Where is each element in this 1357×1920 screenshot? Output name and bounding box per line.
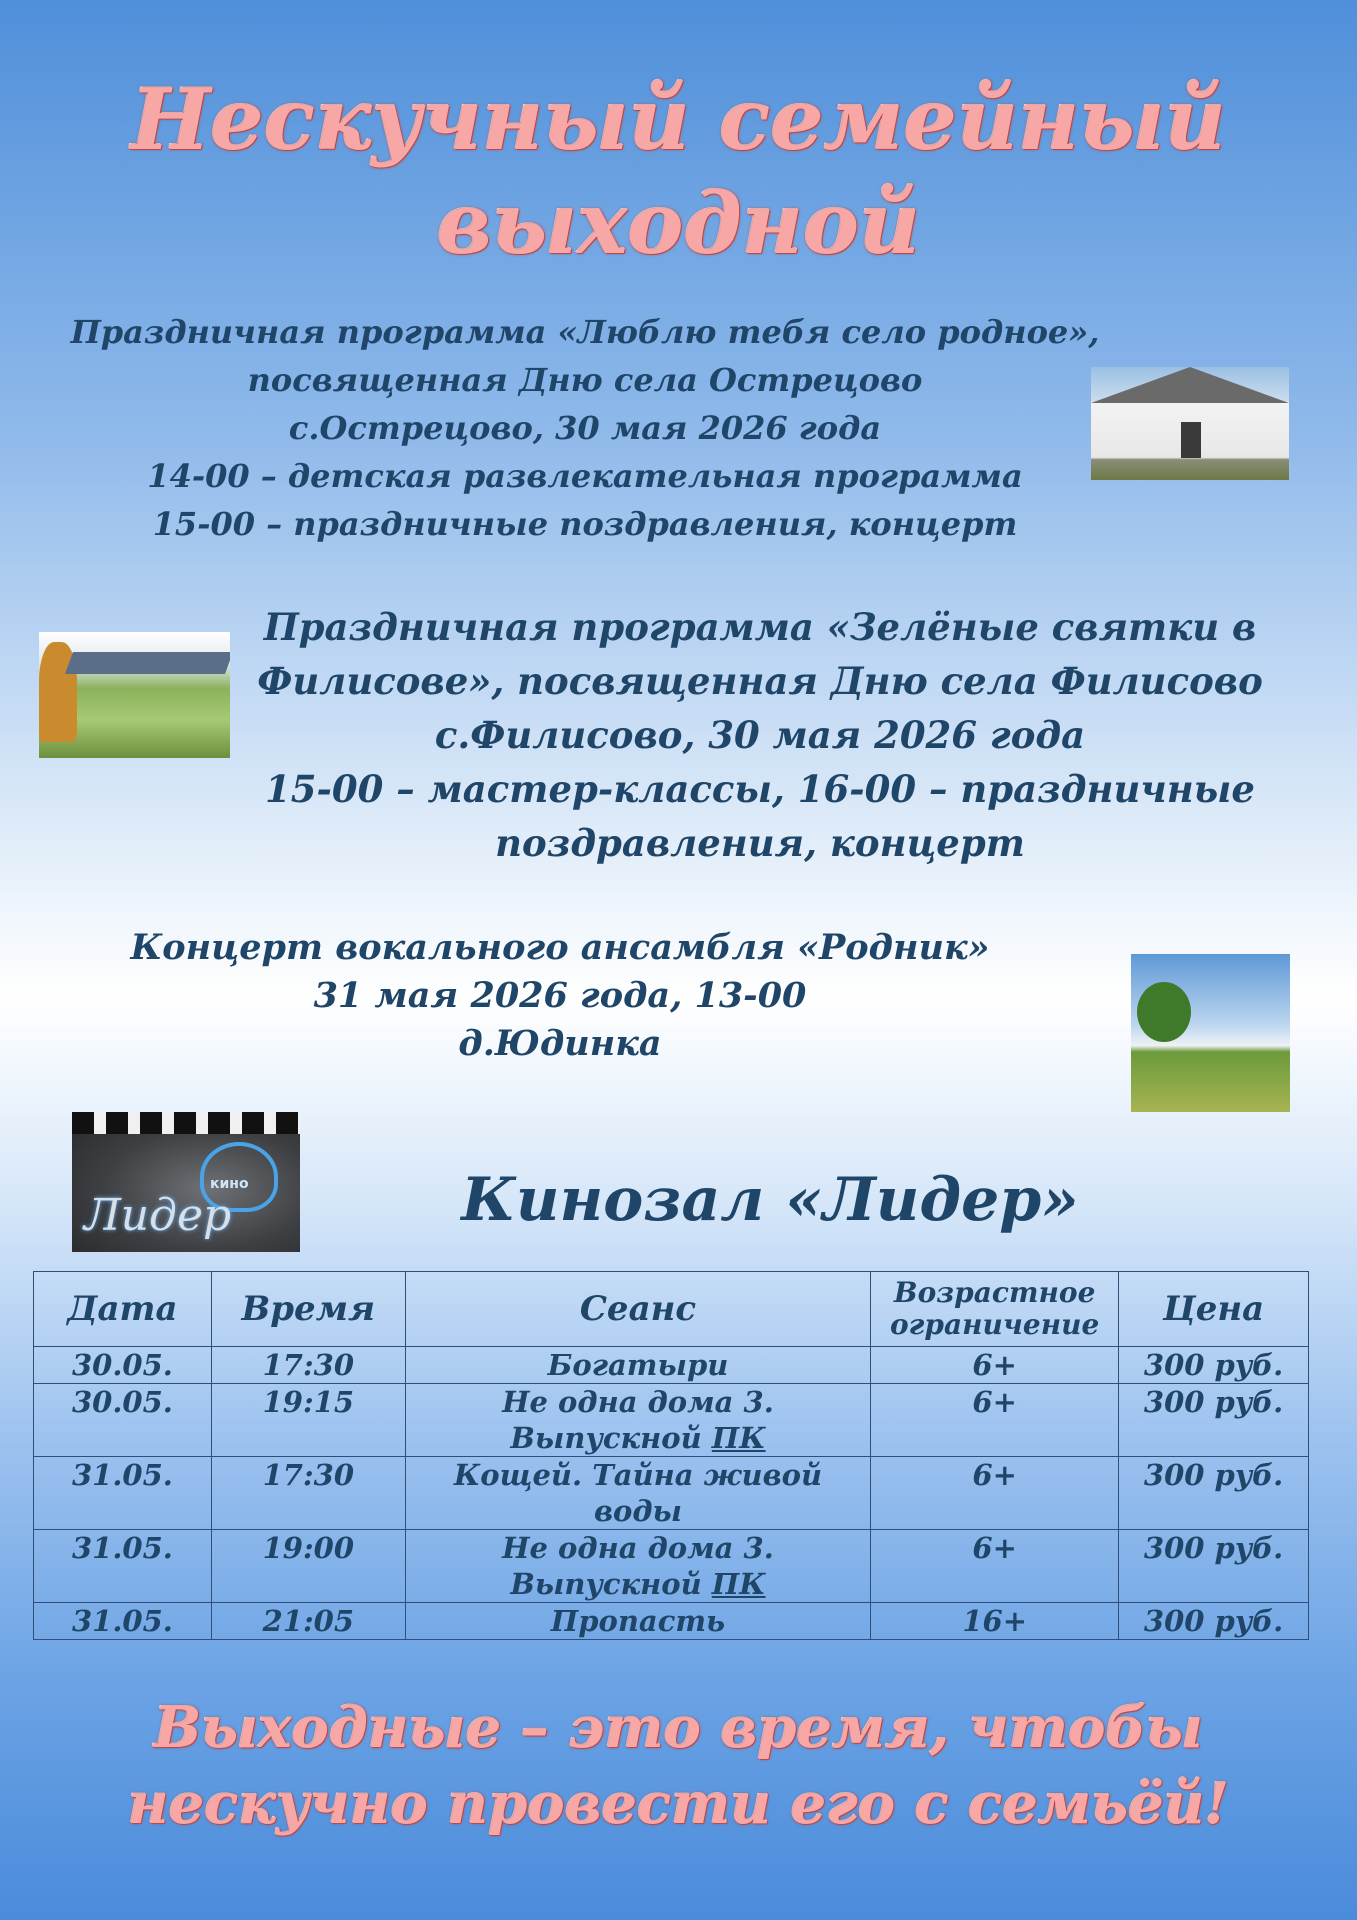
poster-title-line2: выходной — [436, 174, 921, 273]
table-row — [34, 1530, 1309, 1603]
table-row — [34, 1347, 1309, 1384]
column-header-date: Дата — [34, 1272, 212, 1347]
cell-session — [405, 1384, 870, 1457]
cell-price: 300 руб. — [1119, 1457, 1309, 1530]
cell-time: 21:05 — [211, 1603, 405, 1640]
cell-price: 300 руб. — [1119, 1603, 1309, 1640]
session-format: ПК — [711, 1421, 766, 1455]
photo-roof — [65, 652, 230, 674]
event-line: посвященная Дню села Острецово — [247, 361, 923, 399]
cell-age: 6+ — [871, 1457, 1119, 1530]
age-header-line2: ограничение — [890, 1308, 1100, 1341]
slogan-line1: Выходные – это время, чтобы — [153, 1695, 1204, 1761]
event-yudinka — [60, 924, 1060, 1068]
cell-session: Пропасть — [405, 1603, 870, 1640]
cell-price: 300 руб. — [1119, 1530, 1309, 1603]
table-row — [34, 1457, 1309, 1530]
cinema-title: Кинозал «Лидер» — [461, 1165, 1079, 1235]
cell-price: 300 руб. — [1119, 1384, 1309, 1457]
cell-session: Богатыри — [405, 1347, 870, 1384]
event-line: 15-00 – праздничные поздравления, концерт — [152, 505, 1018, 543]
ostretsovo-building-photo — [1091, 367, 1289, 480]
session-line1: Кощей. Тайна живой — [453, 1458, 823, 1492]
cell-time: 19:00 — [211, 1530, 405, 1603]
event-line: Концерт вокального ансамбля «Родник» — [130, 927, 990, 968]
cell-session — [405, 1457, 870, 1530]
event-line: д.Юдинка — [458, 1023, 662, 1064]
cell-date: 31.05. — [34, 1530, 212, 1603]
yudinka-field-photo — [1131, 954, 1290, 1112]
event-ostretsovo — [30, 308, 1140, 548]
filisovo-building-photo — [39, 632, 230, 758]
column-header-age — [871, 1272, 1119, 1347]
cell-date: 31.05. — [34, 1457, 212, 1530]
cell-time: 17:30 — [211, 1347, 405, 1384]
table-row — [34, 1603, 1309, 1640]
event-line: с.Филисово, 30 мая 2026 года — [434, 713, 1086, 757]
cell-session — [405, 1530, 870, 1603]
cell-price: 300 руб. — [1119, 1347, 1309, 1384]
cell-date: 30.05. — [34, 1347, 212, 1384]
slogan-line2: нескучно провести его с семьёй! — [127, 1771, 1230, 1837]
column-header-session: Сеанс — [405, 1272, 870, 1347]
cinema-schedule-table — [33, 1271, 1309, 1640]
cell-time: 19:15 — [211, 1384, 405, 1457]
event-filisovo — [230, 600, 1290, 870]
poster-title-line1: Нескучный семейный — [131, 70, 1226, 169]
session-line1: Не одна дома 3. — [502, 1531, 774, 1565]
event-line: 31 мая 2026 года, 13-00 — [313, 975, 807, 1016]
photo-roof — [1091, 367, 1289, 403]
column-header-time: Время — [211, 1272, 405, 1347]
session-line2: воды — [593, 1494, 683, 1528]
event-line: с.Острецово, 30 мая 2026 года — [288, 409, 882, 447]
photo-tree — [1137, 982, 1191, 1042]
cell-age: 6+ — [871, 1530, 1119, 1603]
table-row — [34, 1384, 1309, 1457]
column-header-price: Цена — [1119, 1272, 1309, 1347]
session-format: ПК — [711, 1567, 766, 1601]
logo-text: Лидер — [84, 1190, 232, 1241]
event-line: Праздничная программа «Люблю тебя село родное», — [70, 313, 1100, 351]
event-line: поздравления, концерт — [495, 821, 1025, 865]
cell-date: 30.05. — [34, 1384, 212, 1457]
photo-door — [1181, 422, 1201, 458]
session-line1: Не одна дома 3. — [502, 1385, 774, 1419]
event-line: Праздничная программа «Зелёные святки в — [263, 605, 1257, 649]
age-header-line1: Возрастное — [893, 1276, 1096, 1309]
event-line: 14-00 – детская развлекательная программа — [147, 457, 1023, 495]
session-line2: Выпускной — [510, 1567, 712, 1601]
event-line: 15-00 – мастер-классы, 16-00 – праздничные — [265, 767, 1255, 811]
table-header-row — [34, 1272, 1309, 1347]
event-line: Филисове», посвященная Дню села Филисово — [257, 659, 1263, 703]
session-line2: Выпускной — [510, 1421, 712, 1455]
clapperboard-icon — [72, 1112, 300, 1134]
cell-date: 31.05. — [34, 1603, 212, 1640]
cell-age: 6+ — [871, 1384, 1119, 1457]
cell-age: 16+ — [871, 1603, 1119, 1640]
cell-age: 6+ — [871, 1347, 1119, 1384]
logo-small-text: кино — [210, 1176, 249, 1192]
cinema-logo — [72, 1112, 300, 1252]
cell-time: 17:30 — [211, 1457, 405, 1530]
